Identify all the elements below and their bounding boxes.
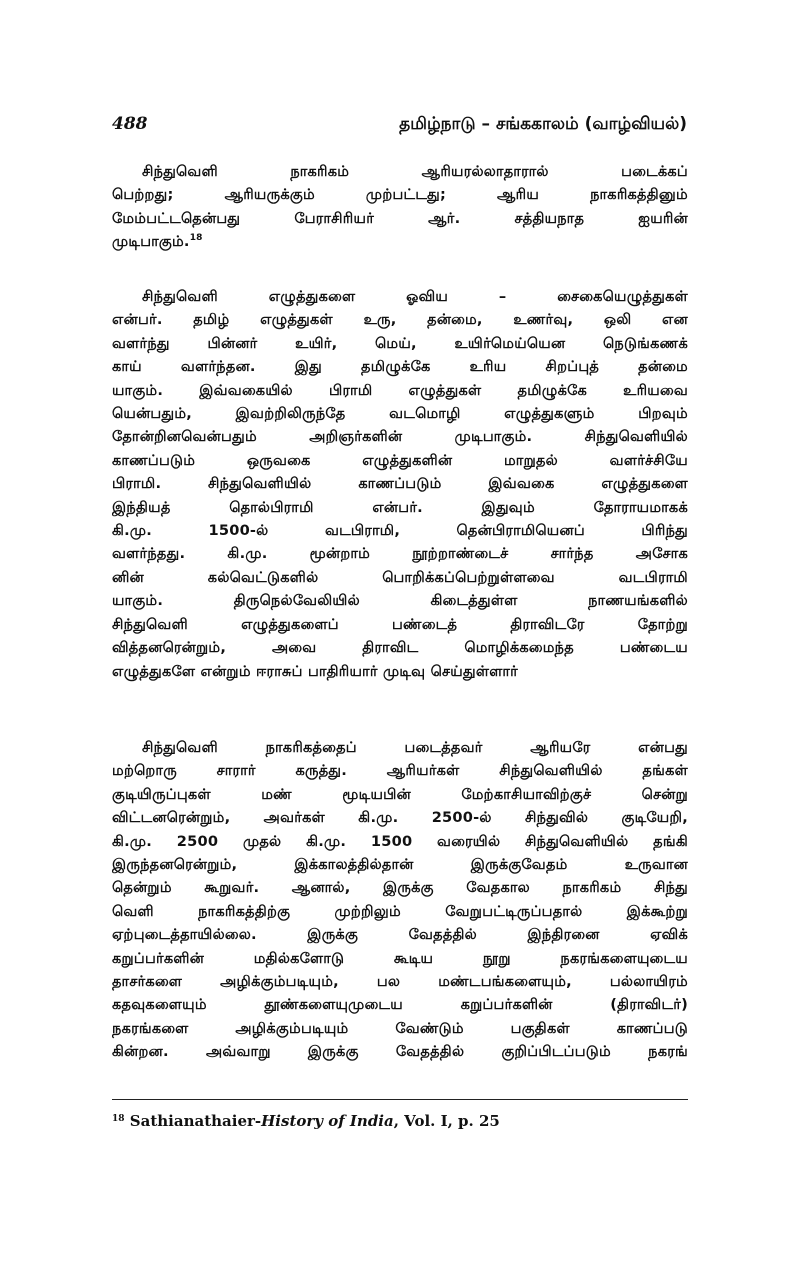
paragraph-line: தாசர்களை அழிக்கும்படியும், பல மண்டபங்களையும், பல்லாயிரம்	[112, 973, 688, 991]
paragraph-line: கி.மு. 1500-ல் வடபிராமி, தென்பிராமியெனப் பிரிந்து	[112, 522, 688, 540]
paragraph-line: வெளி நாகரிகத்திற்கு முற்றிலும் வேறுபட்டிருப்பதால் இக்கூற்று	[112, 902, 688, 920]
page-header	[112, 114, 687, 142]
running-title: தமிழ்நாடு – சங்ககாலம் (வாழ்வியல்)	[399, 114, 687, 134]
footnote-divider	[112, 1099, 688, 1100]
footnote-citation: , Vol. I, p. 25	[393, 1112, 500, 1130]
paragraph-line: கி.மு. 2500 முதல் கி.மு. 1500 வரையில் சிந்துவெளியில் தங்கி	[112, 832, 688, 850]
paragraph-line: சிந்துவெளி நாகரிகம் ஆரியரல்லாதாரால் படைக்கப்	[142, 163, 688, 180]
paragraph-3	[112, 736, 688, 1064]
paragraph-2	[112, 285, 688, 683]
paragraph-line: தோன்றினவென்பதும் அறிஞர்களின் முடிபாகும். சிந்துவெளியில்	[112, 428, 688, 446]
paragraph-line: குடியிருப்புகள் மண் மூடியபின் மேற்காசியாவிற்குச் சென்று	[112, 785, 688, 803]
paragraph-line: சிந்துவெளி நாகரிகத்தைப் படைத்தவர் ஆரியரே என்பது	[142, 739, 688, 756]
paragraph-line: வளர்ந்தது. கி.மு. மூன்றாம் நூற்றாண்டைச் சார்ந்த அசோக	[112, 545, 688, 563]
paragraph-line: காணப்படும் ஒருவகை எழுத்துகளின் மாறுதல் வளர்ச்சியே	[112, 451, 688, 469]
paragraph-line: இந்தியத் தொல்பிராமி என்பர். இதுவும் தோராயமாகக்	[112, 498, 688, 516]
footnote-author: Sathianathaier-	[129, 1112, 262, 1130]
paragraph-line: எழுத்துகளே என்றும் ஈராசுப் பாதிரியார் முடிவு செய்துள்ளார்	[112, 662, 519, 680]
footnote-number: 18	[112, 1114, 125, 1124]
paragraph-line-text: முடிபாகும்.	[112, 233, 190, 251]
footnote-title: History of India	[261, 1112, 394, 1130]
paragraph-line: காய் வளர்ந்தன. இது தமிழுக்கே உரிய சிறப்புத் தன்மை	[112, 358, 688, 376]
paragraph-line: மேம்பட்டதென்பது பேராசிரியர் ஆர். சத்தியநாத ஐயரின்	[112, 209, 688, 227]
paragraph-line-last	[112, 230, 688, 253]
paragraph-line: நகரங்களை அழிக்கும்படியும் வேண்டும் பகுதிகள் காணப்படு	[112, 1019, 688, 1037]
paragraph-line: வளர்ந்து பின்னர் உயிர், மெய், உயிர்மெய்யென நெடுங்கணக்	[112, 334, 688, 352]
paragraph-line: யாகும். இவ்வகையில் பிராமி எழுத்துகள் தமிழுக்கே உரியவை	[112, 381, 688, 399]
footnote-reference: 18	[189, 233, 203, 244]
page-number: 488	[112, 114, 148, 134]
paragraph-line: யாகும். திருநெல்வேலியில் கிடைத்துள்ள நாணயங்களில்	[112, 592, 688, 610]
paragraph-line: வித்தனரென்றும், அவை திராவிட மொழிக்கமைந்த பண்டைய	[112, 639, 688, 657]
paragraph-line: மற்றொரு சாரார் கருத்து. ஆரியர்கள் சிந்துவெளியில் தங்கள்	[112, 762, 688, 780]
paragraph-line: விட்டனரென்றும், அவர்கள் கி.மு. 2500-ல் சிந்துவில் குடியேறி,	[112, 809, 688, 827]
paragraph-line: என்பர். தமிழ் எழுத்துகள் உரு, தன்மை, உணர்வு, ஒலி என	[112, 311, 688, 329]
paragraph-line: சிந்துவெளி எழுத்துகளைப் பண்டைத் திராவிடரே தோற்று	[112, 615, 688, 633]
paragraph-line: சிந்துவெளி எழுத்துகளை ஓவிய – சைகையெழுத்துகள்	[142, 288, 688, 305]
paragraph-line: யென்பதும், இவற்றிலிருந்தே வடமொழி எழுத்துகளும் பிறவும்	[112, 405, 688, 423]
paragraph-line: கின்றன. அவ்வாறு இருக்கு வேதத்தில் குறிப்பிடப்படும் நகரங்	[112, 1043, 688, 1061]
paragraph-line: கதவுகளையும் தூண்களையுமுடைய கறுப்பர்களின் (திராவிடர்)	[112, 996, 688, 1014]
paragraph-line: இருந்தனரென்றும், இக்காலத்தில்தான் இருக்குவேதம் உருவான	[112, 856, 688, 874]
paragraph-line: கறுப்பர்களின் மதில்களோடு கூடிய நூறு நகரங்களையுடைய	[112, 949, 688, 967]
paragraph-line: னின் கல்வெட்டுகளில் பொறிக்கப்பெற்றுள்ளவை வடபிராமி	[112, 568, 688, 586]
paragraph-line: பிராமி. சிந்துவெளியில் காணப்படும் இவ்வகை எழுத்துகளை	[112, 475, 688, 493]
footnote	[112, 1112, 688, 1130]
paragraph-line: பெற்றது; ஆரியருக்கும் முற்பட்டது; ஆரிய நாகரிகத்தினும்	[112, 186, 688, 204]
paragraph-1	[112, 160, 688, 254]
paragraph-line: ஏற்புடைத்தாயில்லை. இருக்கு வேதத்தில் இந்திரனை ஏவிக்	[112, 926, 688, 944]
paragraph-line: தென்றும் கூறுவர். ஆனால், இருக்கு வேதகால நாகரிகம் சிந்து	[112, 879, 688, 897]
